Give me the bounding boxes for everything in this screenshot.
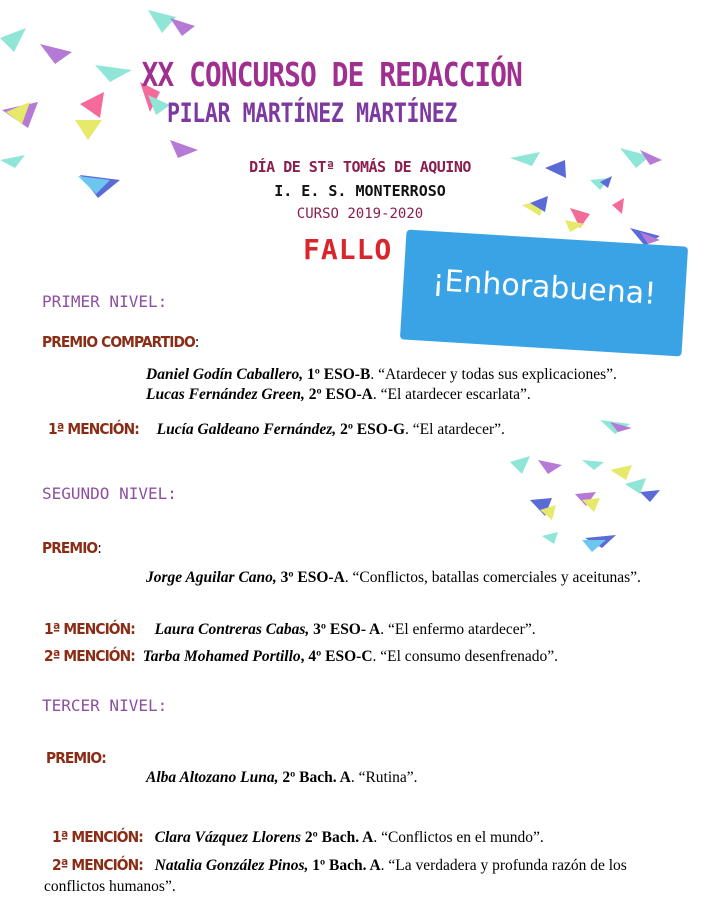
award-label: 1ª MENCIÓN: bbox=[48, 420, 139, 438]
level-heading: TERCER NIVEL: bbox=[42, 696, 168, 715]
work-title: . “Conflictos, batallas comerciales y aceitunas”. bbox=[344, 569, 641, 586]
award-label: 2ª MENCIÓN: bbox=[44, 647, 135, 665]
mention-entry bbox=[48, 420, 505, 439]
winner-course: 2º Bach. A bbox=[282, 769, 351, 786]
work-title: . “Conflictos en el mundo”. bbox=[373, 829, 544, 846]
winner-course: 2º ESO-G bbox=[340, 421, 406, 438]
winner-course: 2º ESO-A bbox=[308, 386, 373, 403]
verdict-heading: FALLO bbox=[303, 233, 393, 266]
winner-entry bbox=[146, 769, 418, 787]
work-title: . “La verdadera y profunda razón de los bbox=[380, 857, 627, 874]
award-label: 2ª MENCIÓN: bbox=[52, 856, 143, 874]
school-line: I. E. S. MONTERROSO bbox=[274, 182, 446, 200]
contest-title: XX CONCURSO DE REDACCIÓN bbox=[141, 55, 522, 94]
honoree-name: PILAR MARTÍNEZ MARTÍNEZ bbox=[167, 98, 457, 129]
winner-name: Natalia González Pinos, bbox=[154, 857, 309, 874]
winner-course: 3º ESO- A bbox=[313, 621, 381, 638]
mention-entry bbox=[52, 828, 544, 847]
label-colon: : bbox=[97, 539, 101, 557]
award-label: PREMIO: bbox=[46, 749, 106, 767]
winner-course: 3º ESO-A bbox=[280, 569, 345, 586]
work-title: . “El atardecer escarlata”. bbox=[372, 386, 531, 403]
work-title: . “El consumo desenfrenado”. bbox=[372, 648, 559, 665]
work-title: . “Atardecer y todas sus explicaciones”. bbox=[370, 366, 617, 383]
award-label bbox=[42, 333, 199, 351]
winner-name: Lucía Galdeano Fernández, bbox=[156, 421, 337, 438]
level-heading: PRIMER NIVEL: bbox=[42, 292, 168, 311]
award-label bbox=[42, 539, 101, 557]
winner-name: Daniel Godín Caballero, bbox=[146, 366, 304, 383]
occasion-line: DÍA DE STª TOMÁS DE AQUINO bbox=[249, 158, 471, 176]
congratulations-text: ¡Enhorabuena! bbox=[431, 263, 658, 312]
winner-entry bbox=[146, 366, 617, 384]
winner-course: 1º Bach. A bbox=[312, 857, 381, 874]
winner-course: 2º Bach. A bbox=[301, 829, 374, 846]
mention-entry bbox=[44, 647, 558, 666]
level-heading: SEGUNDO NIVEL: bbox=[42, 484, 177, 503]
winner-name: Lucas Fernández Green, bbox=[146, 386, 305, 403]
work-title: . “El atardecer”. bbox=[405, 421, 505, 438]
winner-entry bbox=[146, 569, 641, 587]
award-label: 1ª MENCIÓN: bbox=[44, 620, 135, 638]
school-year: CURSO 2019-2020 bbox=[296, 206, 424, 222]
award-label-text: PREMIO bbox=[42, 539, 98, 557]
award-label: 1ª MENCIÓN: bbox=[52, 828, 143, 846]
winner-name: Laura Contreras Cabas, bbox=[154, 621, 310, 638]
congratulations-banner bbox=[400, 229, 688, 356]
mention-entry bbox=[44, 620, 536, 639]
winner-name: Alba Altozano Luna, bbox=[146, 769, 279, 786]
award-label-text: PREMIO COMPARTIDO bbox=[42, 333, 195, 351]
winner-course: 1º ESO-B bbox=[307, 366, 371, 383]
mention-entry bbox=[52, 856, 627, 875]
winner-name: Jorge Aguilar Cano, bbox=[146, 569, 277, 586]
label-colon: : bbox=[194, 333, 199, 351]
mention-entry-continuation bbox=[44, 878, 176, 896]
winner-course: , 4º ESO-C bbox=[300, 648, 373, 665]
winner-name: Tarba Mohamed Portillo bbox=[142, 648, 301, 665]
winner-entry bbox=[146, 386, 531, 404]
work-title: . “Rutina”. bbox=[350, 769, 418, 786]
work-title: conflictos humanos”. bbox=[44, 878, 176, 895]
work-title: . “El enfermo atardecer”. bbox=[380, 621, 536, 638]
winner-name: Clara Vázquez Llorens bbox=[154, 829, 302, 846]
